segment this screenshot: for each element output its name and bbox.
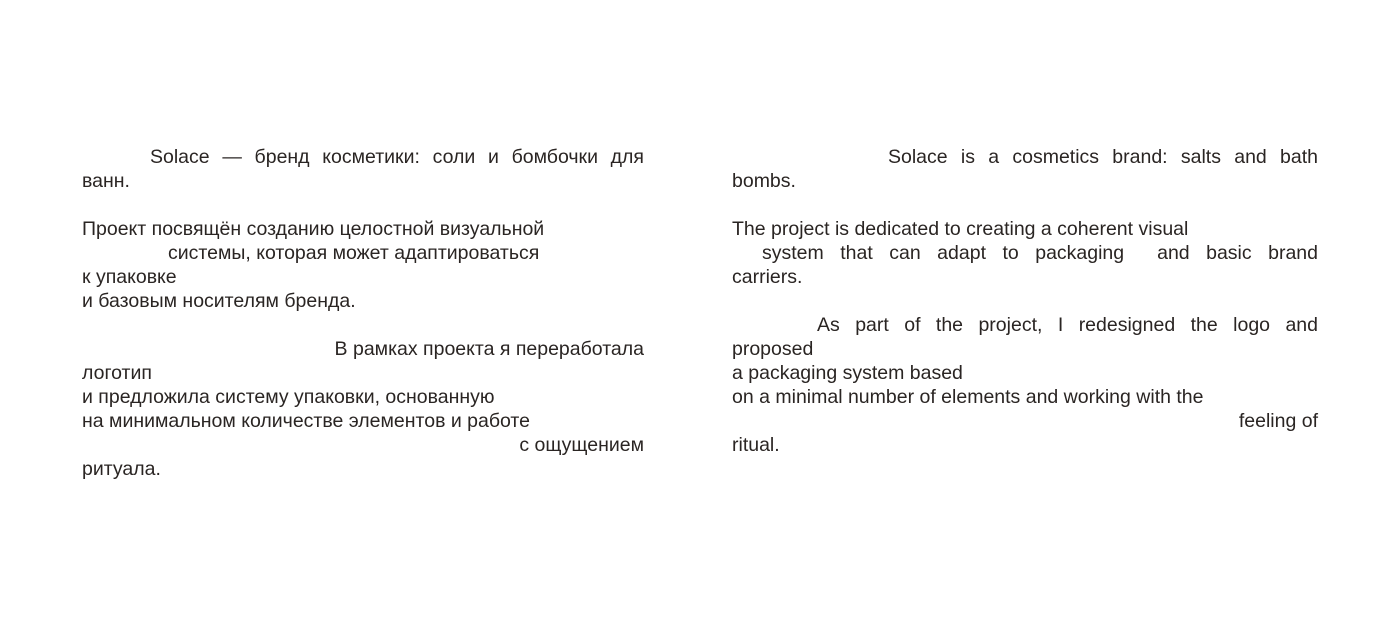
en-work-line-5: feeling of (1238, 410, 1318, 432)
ru-work-line-1: В рамках проекта я переработала (334, 338, 644, 360)
ru-project-line-3: к упаковке (82, 266, 177, 288)
en-intro-line-2: bombs. (732, 170, 796, 192)
ru-project-line-1: Проект посвящён созданию целостной визуальной (82, 218, 545, 240)
ru-intro-line-2: ванн. (82, 170, 130, 192)
ru-work-line-2: логотип (82, 362, 152, 384)
en-work-line-4: on a minimal number of elements and working with the (732, 386, 1204, 408)
ru-work-line-3: и предложила систему упаковки, основанную (82, 386, 495, 408)
ru-paragraph-work (82, 337, 644, 481)
en-project-line-3: carriers. (732, 266, 803, 288)
en-intro-line-1: Solace is a cosmetics brand: salts and bath (888, 146, 1318, 168)
en-paragraph-work (732, 313, 1318, 457)
ru-intro-line-1: Solace — бренд косметики: соли и бомбочки для (150, 146, 644, 168)
ru-project-line-4: и базовым носителям бренда. (82, 290, 356, 312)
ru-work-line-6: ритуала. (82, 458, 161, 480)
en-work-line-2: proposed (732, 338, 814, 360)
en-paragraph-project (732, 217, 1318, 289)
english-text-column (732, 145, 1318, 457)
ru-paragraph-intro (82, 145, 644, 193)
en-work-line-3: a packaging system based (732, 362, 963, 384)
russian-text-column (82, 145, 644, 481)
en-project-line-2: system that can adapt to packaging and basic brand (762, 242, 1318, 264)
en-work-line-1: As part of the project, I redesigned the logo and (817, 314, 1318, 336)
en-project-line-1: The project is dedicated to creating a coherent visual (732, 218, 1189, 240)
en-work-line-6: ritual. (732, 434, 780, 456)
ru-paragraph-project (82, 217, 644, 313)
ru-work-line-5: с ощущением (519, 434, 644, 456)
ru-project-line-2: системы, которая может адаптироваться (168, 242, 540, 264)
ru-work-line-4: на минимальном количестве элементов и работе (82, 410, 530, 432)
en-paragraph-intro (732, 145, 1318, 193)
